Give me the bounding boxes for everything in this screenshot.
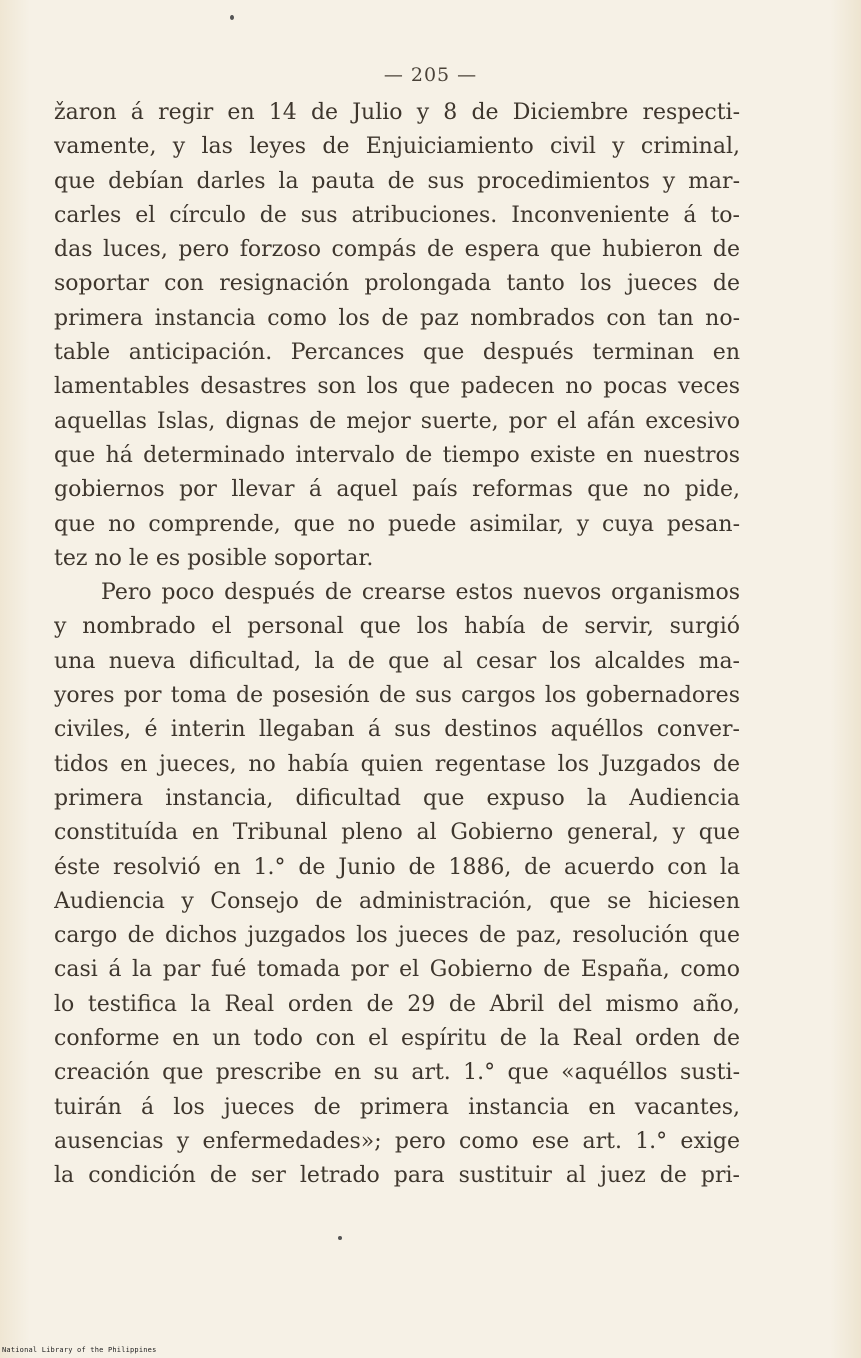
ink-speck [230, 15, 234, 20]
text-line: constituída en Tribunal pleno al Gobierno general, y que [54, 820, 740, 846]
text-line: das luces, pero forzoso compás de espera que hubieron de [54, 237, 740, 263]
text-line: civiles, é interin llegaban á sus destinos aquéllos conver- [54, 717, 740, 743]
body-text [54, 96, 740, 1194]
text-line: primera instancia, dificultad que expuso la Audiencia [54, 785, 740, 811]
text-line: creación que prescribe en su art. 1.° que «aquéllos susti- [54, 1060, 740, 1086]
text-line: carles el círculo de sus atribuciones. Inconveniente á to- [54, 202, 740, 228]
text-line: table anticipación. Percances que después terminan en [54, 340, 740, 366]
text-line: y nombrado el personal que los había de servir, surgió [54, 614, 740, 640]
paragraph-first-line: Pero poco después de crearse estos nuevos organismos [101, 580, 740, 606]
text-line: cargo de dichos juzgados los jueces de paz, resolución que [54, 923, 740, 949]
text-line: que há determinado intervalo de tiempo existe en nuestros [54, 442, 740, 468]
text-line: žaron á regir en 14 de Julio y 8 de Diciembre respecti- [54, 100, 740, 125]
text-line: una nueva dificultad, la de que al cesar los alcaldes ma- [54, 648, 740, 674]
text-line: que debían darles la pauta de sus procedimientos y mar- [54, 168, 740, 194]
text-line: vamente, y las leyes de Enjuiciamiento civil y criminal, [54, 134, 740, 160]
text-line: Audiencia y Consejo de administración, que se hiciesen [54, 888, 740, 914]
text-line: la condición de ser letrado para sustituir al juez de pri- [54, 1163, 740, 1189]
text-line: casi á la par fué tomada por el Gobierno de España, como [54, 957, 740, 983]
text-line: ausencias y enfermedades»; pero como ese art. 1.° exige [54, 1128, 740, 1154]
text-line: éste resolvió en 1.° de Junio de 1886, de acuerdo con la [54, 854, 740, 880]
text-line: gobiernos por llevar á aquel país reformas que no pide, [54, 477, 740, 503]
text-line: tuirán á los jueces de primera instancia en vacantes, [54, 1094, 740, 1120]
page-number: — 205 — [383, 64, 478, 86]
text-line: yores por toma de posesión de sus cargos los gobernadores [54, 683, 740, 709]
ink-speck [338, 1236, 342, 1240]
text-line: aquellas Islas, dignas de mejor suerte, por el afán excesivo [54, 408, 740, 434]
text-line: que no comprende, que no puede asimilar, y cuya pesan- [54, 511, 740, 537]
text-line: soportar con resignación prolongada tanto los jueces de [54, 271, 740, 297]
text-line: primera instancia como los de paz nombrados con tan no- [54, 305, 740, 331]
library-credit: National Library of the Philippines [2, 1346, 157, 1354]
text-line: tidos en jueces, no había quien regentase los Juzgados de [54, 751, 740, 777]
text-line: conforme en un todo con el espíritu de la Real orden de [54, 1026, 740, 1052]
text-line: lamentables desastres son los que padecen no pocas veces [54, 374, 740, 400]
text-line: lo testifica la Real orden de 29 de Abril del mismo año, [54, 991, 740, 1017]
text-line: tez no le es posible soportar. [54, 545, 374, 571]
